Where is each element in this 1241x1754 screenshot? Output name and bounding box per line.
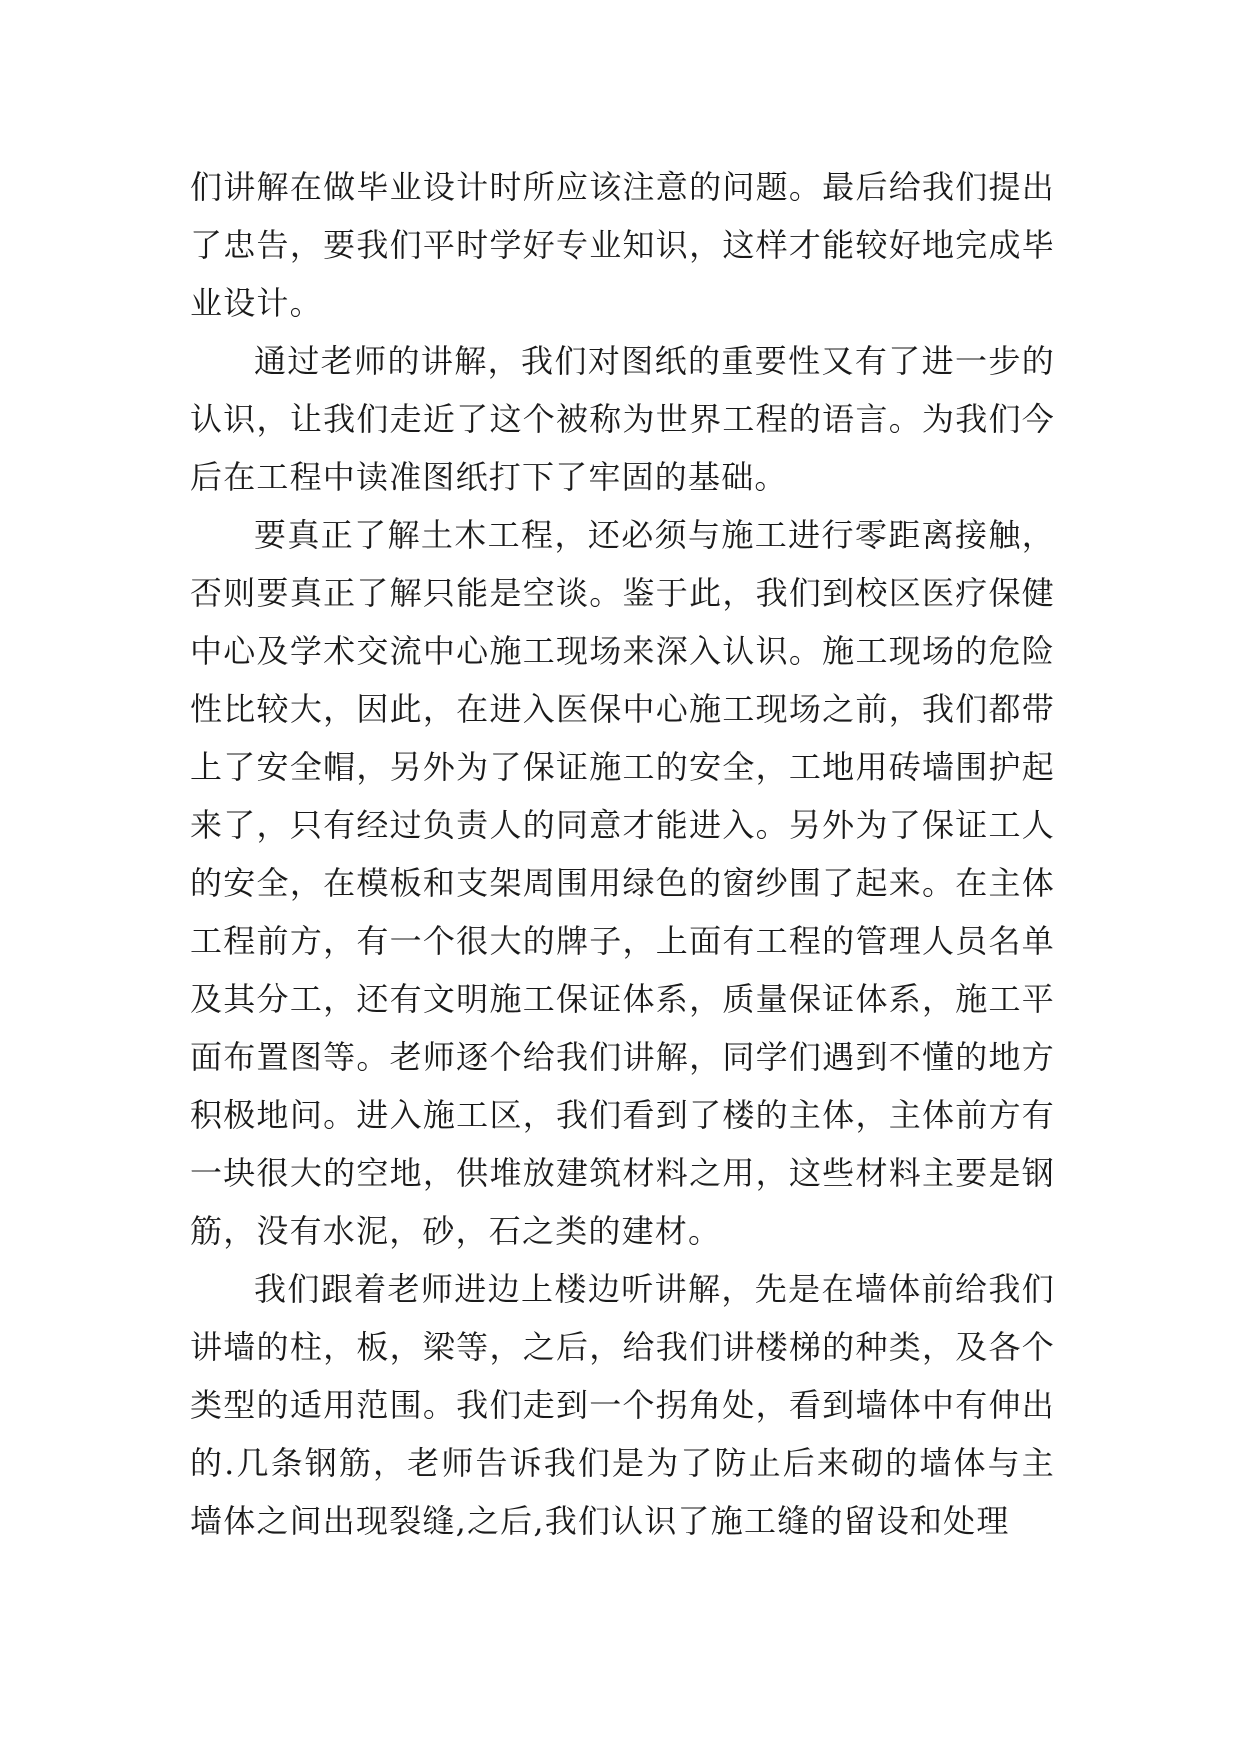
paragraph-3: 要真正了解土木工程，还必须与施工进行零距离接触，否则要真正了解只能是空谈。鉴于此，我们到校区医疗保健中心及学术交流中心施工现场来深入认识。施工现场的危险性比较大，因此，在进入医保中心施工现场之前，我们都带上了安全帽，另外为了保证施工的安全，工地用砖墙围护起来了，只有经过负责人的同意才能进入。另外为了保证工人的安全，在模板和支架周围用绿色的窗纱围了起来。在主体工程前方，有一个很大的牌子，上面有工程的管理人员名单及其分工，还有文明施工保证体系，质量保证体系，施工平面布置图等。老师逐个给我们讲解，同学们遇到不懂的地方积极地问。进入施工区，我们看到了楼的主体，主体前方有一块很大的空地，供堆放建筑材料之用，这些材料主要是钢筋，没有水泥，砂，石之类的建材。 <box>190 516 1055 1250</box>
paragraph-1: 们讲解在做毕业设计时所应该注意的问题。最后给我们提出了忠告，要我们平时学好专业知识，这样才能较好地完成毕业设计。 <box>190 168 1055 322</box>
document-body <box>190 158 1055 1550</box>
paragraph-4: 我们跟着老师进边上楼边听讲解，先是在墙体前给我们讲墙的柱，板，梁等，之后，给我们讲楼梯的种类，及各个类型的适用范围。我们走到一个拐角处，看到墙体中有伸出的.几条钢筋，老师告诉我们是为了防止后来砌的墙体与主墙体之间出现裂缝,之后,我们认识了施工缝的留设和处理 <box>190 1270 1055 1540</box>
paragraph-2: 通过老师的讲解，我们对图纸的重要性又有了进一步的认识，让我们走近了这个被称为世界工程的语言。为我们今后在工程中读准图纸打下了牢固的基础。 <box>190 342 1055 496</box>
